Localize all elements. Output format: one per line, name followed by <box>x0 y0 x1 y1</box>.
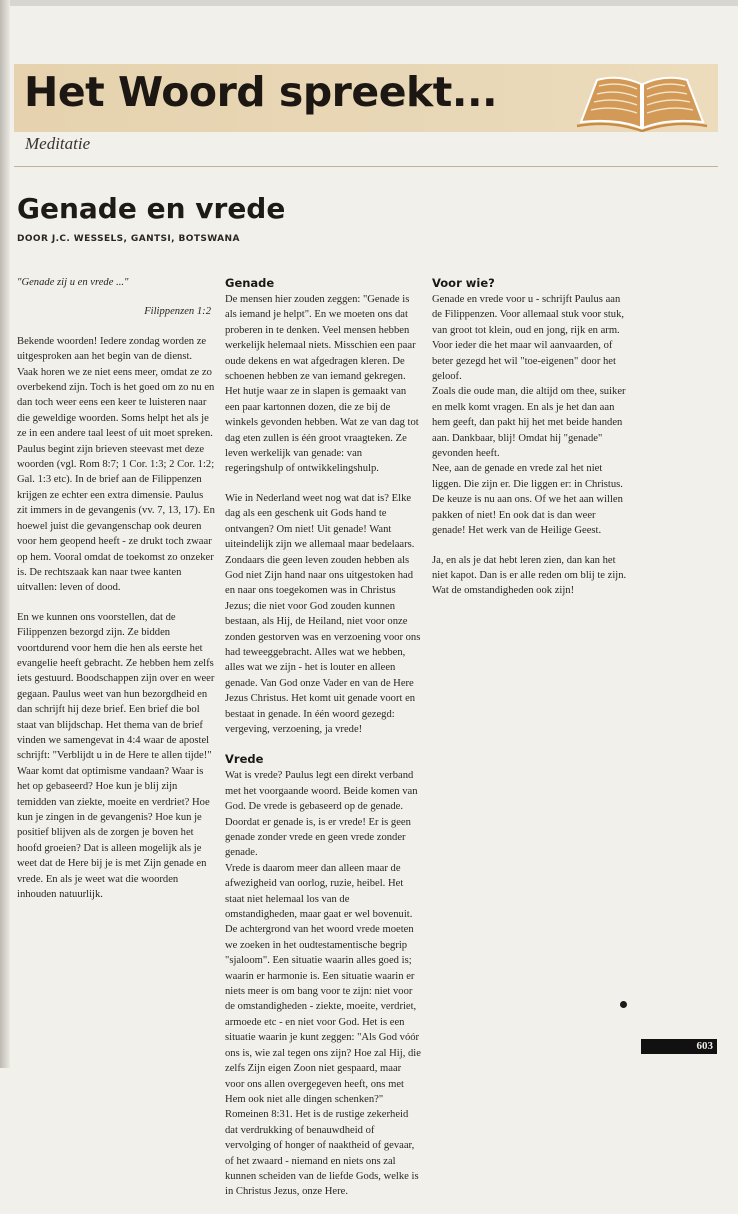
column-1 <box>17 275 215 916</box>
article-byline: DOOR J.C. WESSELS, GANTSI, BOTSWANA <box>17 234 240 244</box>
epigraph-reference: Filippenzen 1:2 <box>144 306 211 318</box>
open-book-icon <box>575 70 709 132</box>
end-mark-icon <box>620 1001 627 1008</box>
section-title: Het Woord spreekt... <box>24 68 498 116</box>
section-heading-voor-wie: Voor wie? <box>432 276 495 290</box>
divider <box>14 166 718 167</box>
epigraph-text: "Genade zij u en vrede ..." <box>17 277 129 288</box>
page-gutter-shadow <box>0 0 10 1068</box>
page-number: 603 <box>641 1039 717 1054</box>
paragraph: Vrede is daarom meer dan alleen maar de afwezigheid van oorlog, ruzie, heibel. Het staat niet helemaal los van de omstandigheden, maar gaat er wel bovenuit. De achtergrond van het woord vrede moeten we zoeken in het oudtestamentische begrip "sjaloom". Een situatie waarin alles goed is; waarin er harmonie is. Een situatie waarin er niets meer is om bang voor te zijn: niet voor de omstandigheden - ziekte, moeite, verdriet, armoede etc - en niet voor God. Het is een situatie waarin je kunt zeggen: "Als God vóór ons is, wie zal tegen ons zijn? Hoe zal Hij, die zelfs Zijn eigen Zoon niet gespaard, maar voor ons allen overgegeven heeft, ons met Hem ook niet alle dingen schenken?" Romeinen 8:31. Het is de rustige zekerheid dat verdrukking of benauwdheid of vervolging of honger of naaktheid of gevaar, of het zwaard - niemand en niets ons zal kunnen scheiden van de liefde Gods, welke is in Christus Jezus, onze Here. <box>225 862 421 1198</box>
section-heading-vrede: Vrede <box>225 752 264 767</box>
paragraph: Genade en vrede voor u - schrijft Paulus aan de Filippenzen. Voor allemaal stuk voor stuk, van groot tot klein, oud en jong, rijk en arm. Voor ieder die het maar wil aanvaarden, of beter gezegd het wil "toe-eigenen" door het geloof. <box>432 294 625 383</box>
paragraph: Ja, en als je dat hebt leren zien, dan kan het niet kapot. Dan is er alle reden om blij te zijn. Wat de omstandigheden ook zijn! <box>432 554 627 597</box>
article-title: Genade en vrede <box>17 192 286 225</box>
paragraph: Zoals die oude man, die altijd om thee, suiker en melk komt vragen. En als je het dan aan hem geeft, dan pakt hij het met beide handen aan. Dankbaar, blij! Omdat hij "genade" gevonden heeft. <box>432 386 626 460</box>
paragraph: Waar komt dat optimisme vandaan? Waar is het op gebaseerd? Hoe kun je blij zijn temidden van ziekte, moeite en verdriet? Hoe kun je zingen in de gevangenis? Hoe kun je positief blijven als de zorgen je boven het hoofd groeien? Dat is alleen mogelijk als je weet dat de Here bij je is met Zijn genade en vrede. En als je weet wat die woorden inhouden natuurlijk. <box>17 765 210 901</box>
section-heading-genade: Genade <box>225 276 275 290</box>
paragraph: De mensen hier zouden zeggen: "Genade is als iemand je helpt". En we moeten ons dat proberen in te denken. Veel mensen hebben werkelijk helemaal niets. Misschien een paar oude dekens en wat afgedragen kleren. De schoenen hebben ze van iemand gekregen. Het hutje waar ze in slapen is gemaakt van een paar kartonnen dozen, die ze bij de winkels gevonden hebben. Wat ze van dag tot dag eten zullen is één groot vraagteken. Ze leven werkelijk van genade: van regeringshulp of ontwikkelingshulp. <box>225 294 419 475</box>
paragraph: Paulus begint zijn brieven steevast met deze woorden (vgl. Rom 8:7; 1 Cor. 1:3; 2 Cor. 1:2; Gal. 1:3 etc). In de brief aan de Filippenzen krijgen ze echter een extra dimensie. Paulus zit immers in de gevangenis (vv. 7, 13, 17). En hoewel juist die gevangenschap ook deuren voor hem geopend heeft - ze drukt toch zwaar op hem. Vooral omdat de toekomst zo onzeker is. De rechtszaak kan naar twee kanten uitvallen: leven of dood. <box>17 443 215 594</box>
paragraph: Bekende woorden! Iedere zondag worden ze uitgesproken aan het begin van de dienst. Vaak horen we ze niet eens meer, omdat ze zo overbekend zijn. Toch is het goed om zo nu en dan toch weer eens een keer te luisteren naar die geweldige woorden. Soms helpt het als je ze in een andere taal leest of uit moet spreken. <box>17 335 215 440</box>
paragraph: Wat is vrede? Paulus legt een direkt verband met het voorgaande woord. Beide komen van God. De vrede is gebaseerd op de genade. Doordat er genade is, is er vrede! Er is geen genade zonder vrede en geen vrede zonder genade. <box>225 770 418 859</box>
section-subtitle: Meditatie <box>25 134 91 153</box>
column-2 <box>225 275 421 1214</box>
paragraph: Nee, aan de genade en vrede zal het niet liggen. Die zijn er. Die liggen er: in Christus. De keuze is nu aan ons. Of we het aan willen pakken of niet! En ook dat is dan weer genade! Het werk van de Heilige Geest. <box>432 463 623 537</box>
column-3 <box>432 275 629 613</box>
paragraph: En we kunnen ons voorstellen, dat de Filippenzen bezorgd zijn. Ze bidden voortdurend voor hem die hen als eerste het evangelie heeft gebracht. Ze hebben hem zelfs iets gestuurd. Boodschappen zijn over en weer gegaan. Paulus weet van hun bezorgdheid en dan schrijft hij deze brief. Een brief die bol staat van blijdschap. Het thema van de brief vinden we samengevat in 4:4 waar de apostel schrijft: "Verblijdt u in de Here te allen tijde!" <box>17 611 215 762</box>
page-edge <box>0 0 738 6</box>
paragraph: Wie in Nederland weet nog wat dat is? Elke dag als een geschenk uit Gods hand te ontvangen? Om niet! Uit genade! Want uiteindelijk zijn we allemaal maar bedelaars. Zondaars die geen leven zouden hebben als God niet Zijn hand naar ons uitgestoken had en naar ons toegekomen was in Christus Jezus; die niet voor God zouden kunnen bestaan, als Hij, de Heiland, niet voor onze zonden gestorven was en verzoening voor ons had teweeggebracht. Alles wat we hebben, alles wat we zijn - het is louter en alleen genade. Van God onze Vader en van de Here Jezus Christus. Het komt uit genade voort en bestaat in genade. In één woord gezegd: vergeving, verzoening, ja vrede! <box>225 492 421 735</box>
